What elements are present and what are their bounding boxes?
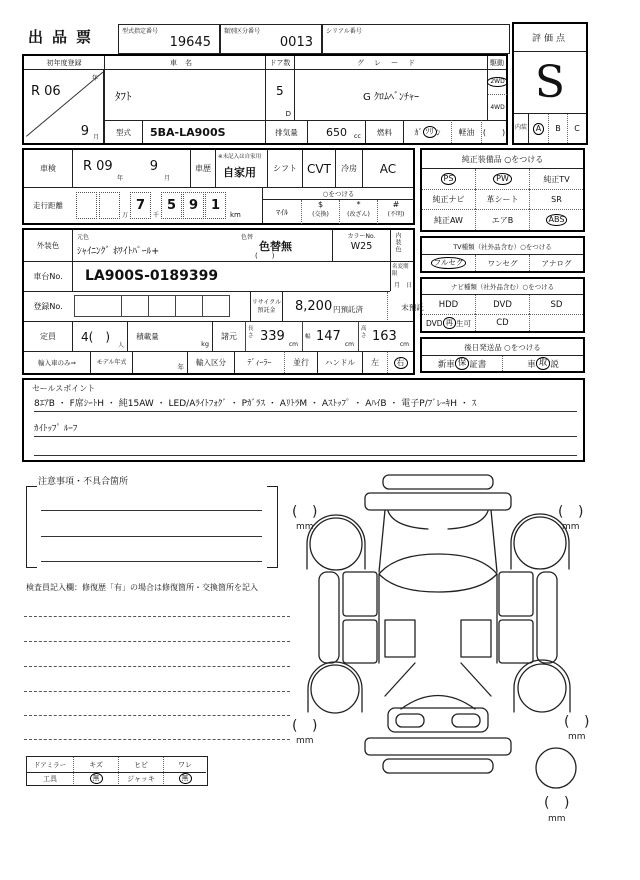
navi-type-table — [420, 277, 585, 333]
mileage-flag-mile — [263, 200, 301, 224]
later-items-header: 後日発送品 ○をつける — [422, 339, 583, 356]
model-code-value: 5BA-LA900S — [150, 126, 226, 139]
page-title: 出品票 — [28, 28, 101, 46]
first-reg-month-unit: 月 — [92, 134, 99, 141]
wheel-rear-left — [311, 665, 359, 713]
plate-box — [176, 295, 203, 317]
interior-color-label: 内装色 — [394, 232, 401, 253]
shaken-month: 9 — [149, 159, 158, 174]
car-top-view-diagram — [288, 470, 640, 830]
label-text: 車 — [527, 359, 536, 370]
circled-mark: 無 — [90, 773, 103, 784]
score-box — [512, 22, 588, 145]
label-text: 生可 — [456, 318, 472, 328]
shaken-label: 車検 — [40, 164, 56, 173]
equip-aw — [422, 209, 475, 230]
handle-right — [387, 351, 413, 373]
shaken-era: R 09 — [83, 159, 113, 174]
history-note: ※未記入は自家用 — [218, 154, 262, 160]
tread-bracket-spare-close: ) — [564, 795, 570, 811]
label-text: CD — [496, 318, 509, 328]
front-bumper-lower — [365, 493, 511, 510]
jack-present — [163, 772, 206, 784]
recycle-amount: 8,200 — [295, 299, 333, 314]
displacement-value: 650 — [326, 126, 347, 139]
color-no-cell — [332, 230, 390, 261]
rename-units: 月 日 — [393, 282, 412, 289]
taillight-right — [452, 714, 480, 727]
shift-label: シフト — [267, 150, 302, 187]
model-year-label: モデル年式 — [90, 351, 132, 373]
label-text: HDD — [438, 299, 459, 310]
capacity-cell — [72, 321, 127, 351]
history-value: 自家用 — [223, 166, 256, 179]
details-block — [22, 228, 424, 375]
color-no-value: W25 — [350, 241, 373, 252]
color-change-paren: ( ) — [255, 252, 275, 260]
interior-grade-c — [567, 114, 586, 143]
label-text: 工具 — [43, 774, 57, 783]
label-text: アナログ — [541, 258, 572, 268]
chassis-label: 車台No. — [24, 261, 72, 291]
label-text: DVD — [425, 318, 443, 328]
capacity-value: 4( ) — [81, 330, 110, 344]
serial-label: シリアル番号 — [326, 28, 362, 35]
dim-length-label: 長さ — [248, 326, 254, 339]
label-text: DVD — [493, 299, 512, 310]
mileage-flags-cell — [262, 187, 413, 223]
equip-sr — [529, 189, 583, 209]
label-text: ｶﾞ — [414, 127, 423, 137]
load-label: 積載量 — [127, 321, 167, 351]
flag-main: * — [356, 200, 361, 209]
dim-unit: cm — [399, 341, 409, 348]
caution-bracket-left — [26, 486, 37, 568]
plate-box — [74, 295, 122, 317]
interior-label: 内装 — [514, 114, 529, 143]
rear-hatch — [388, 708, 488, 732]
later-manual — [502, 356, 583, 371]
equip-tv — [529, 169, 583, 189]
fender-rear-right — [514, 660, 570, 712]
import-only-label: 輸入車のみ⇒ — [24, 351, 90, 373]
mileage-label: 走行距離 — [24, 187, 72, 223]
plate-box — [122, 295, 149, 317]
mileage-digit-box: 1 — [205, 192, 226, 219]
orig-color-value: ｼｬｲﾆﾝｸﾞ ﾎﾜｲﾄﾊﾟｰﾙ+ — [77, 246, 160, 257]
circled-mark: 右 — [394, 357, 408, 369]
fender-front-right — [511, 514, 569, 569]
door-front-right — [499, 572, 533, 616]
type-approval-label: 型式指定番号 — [122, 28, 159, 35]
dim-width-label: 幅 — [305, 334, 311, 340]
circled-mark: ｿﾘ — [423, 126, 437, 138]
equipment-table — [420, 148, 585, 232]
dim-height-cell — [358, 321, 413, 351]
serial-box — [322, 24, 510, 54]
label-text: C — [574, 124, 580, 133]
reg-no-cell — [72, 291, 424, 321]
c-pillar-left — [385, 663, 415, 696]
flag-sub: (改ざん) — [347, 211, 370, 218]
caution-write-line — [41, 536, 262, 537]
capacity-label: 定員 — [24, 321, 72, 351]
interior-grade-row — [514, 114, 586, 143]
navi-empty-cell — [529, 314, 583, 331]
circled-mark: PW — [493, 173, 512, 185]
front-bumper-upper — [383, 475, 493, 489]
score-label: 評価点 — [514, 24, 586, 52]
model-year-unit: 年 — [177, 363, 184, 371]
inspector-write-line — [24, 616, 290, 617]
circled-mark: フルセグ — [431, 257, 467, 268]
interior-grade-b — [548, 114, 567, 143]
drive-cell — [487, 70, 506, 120]
tread-bracket-fr-close: ) — [578, 504, 584, 520]
inspector-write-line — [24, 715, 290, 716]
fuel-label: 燃料 — [365, 120, 403, 143]
color-change-label: 色替 — [241, 234, 254, 241]
label-text: 新車 — [437, 359, 455, 370]
tread-bracket-rl-open: ( — [292, 718, 298, 734]
interior-grade-a — [529, 114, 548, 143]
circled-mark: 2WD — [487, 77, 507, 87]
orig-color-label: 元色 — [77, 234, 90, 241]
vehicle-id-block — [22, 54, 508, 145]
first-reg-label: 初年度登録 — [24, 56, 104, 70]
circled-mark: PS — [441, 173, 457, 185]
mileage-flags-header: ○をつける — [263, 188, 414, 200]
wiper-arc-right — [448, 511, 488, 529]
inspector-note-label: 検査員記入欄：修復歴「有」の場合は修復箇所・交換箇所を記入 — [26, 583, 258, 592]
flag-main: ﾏｲﾙ — [276, 207, 288, 217]
flag-main: # — [392, 200, 400, 209]
load-cell — [167, 321, 212, 351]
navi-sd — [529, 295, 583, 314]
fuel-diesel: 軽油 — [451, 120, 481, 143]
tools-header-broken: ワレ — [163, 757, 206, 772]
tread-unit-front-left: mm — [296, 522, 314, 532]
ac-label: 冷房 — [335, 150, 362, 187]
load-unit: kg — [201, 340, 209, 348]
navi-cd — [475, 314, 529, 331]
inspector-write-line — [24, 739, 290, 740]
label-text: SR — [551, 195, 562, 204]
sales-points-line — [34, 444, 577, 456]
model-code-label: 型式 — [104, 120, 142, 143]
drive-label: 駆動 — [487, 56, 506, 70]
caution-label: 注意事項・不具合箇所 — [38, 477, 129, 487]
dim-length-value: 339 — [260, 329, 285, 344]
grade-cell: G ｸﾛﾑﾍﾞﾝﾁｬｰ — [294, 70, 487, 120]
rear-window-arc — [401, 696, 475, 710]
first-reg-year-unit: 年 — [91, 75, 98, 82]
mileage-man-label: 万 — [122, 212, 129, 219]
class-code-box — [220, 24, 322, 54]
tread-unit-rear-left: mm — [296, 736, 314, 746]
shaken-year-unit: 年 — [117, 175, 124, 182]
tread-bracket-rl-close: ) — [312, 718, 318, 734]
mileage-digit-box: 7 — [130, 192, 151, 219]
navi-dvd-play — [422, 314, 475, 331]
equip-pw — [475, 169, 529, 189]
a-pillar-left — [379, 510, 385, 572]
doors-cell — [265, 70, 294, 120]
car-name-label: 車名 — [104, 56, 265, 70]
rename-label: 名変期限 — [392, 264, 409, 277]
mileage-flag-tampered — [339, 200, 377, 224]
plate-box — [203, 295, 230, 317]
type-approval-box — [118, 24, 220, 54]
mileage-digits-cell — [72, 187, 262, 223]
mileage-flag-unknown — [377, 200, 414, 224]
circled-mark: ABS — [546, 214, 568, 226]
tread-bracket-fr-open: ( — [558, 504, 564, 520]
flag-sub: (交換) — [312, 211, 329, 218]
color-change-value: 色替無 — [259, 240, 292, 253]
reg-no-label: 登録No. — [24, 291, 72, 321]
ext-color-cell — [72, 230, 332, 261]
model-year-cell — [132, 351, 187, 373]
chassis-value: LA900S-0189399 — [85, 268, 219, 284]
inspector-write-line — [24, 641, 290, 642]
label-text: ﾝ — [436, 127, 441, 137]
label-text: 説 — [550, 359, 559, 370]
class-code-value: 0013 — [279, 35, 313, 50]
first-reg-era: R 06 — [31, 84, 61, 99]
circled-mark: 無 — [179, 773, 192, 784]
mileage-sen-label: 千 — [153, 212, 160, 219]
shaken-month-unit: 月 — [163, 175, 170, 182]
import-parallel: 並行 — [284, 351, 317, 373]
equip-ps — [422, 169, 475, 189]
recycle-suffix: 円預託済 — [333, 305, 363, 314]
dims-label: 諸元 — [212, 321, 245, 351]
doors-label: ドア数 — [265, 56, 294, 70]
history-cell — [215, 150, 267, 187]
recycle-not-deposited: 未預託 — [387, 292, 437, 322]
tread-unit-spare: mm — [548, 814, 566, 824]
door-front-left — [343, 572, 377, 616]
score-value: S — [514, 52, 586, 114]
circled-mark: 取 — [536, 357, 551, 370]
equip-airbag — [475, 209, 529, 230]
rear-bumper-upper — [365, 738, 511, 755]
dim-height-value: 163 — [372, 329, 397, 344]
tread-bracket-fl-open: ( — [292, 504, 298, 520]
caution-bracket-right — [267, 486, 278, 568]
dim-length-cell — [245, 321, 302, 351]
color-no-label: カラーNo. — [347, 233, 376, 240]
tv-type-table — [420, 236, 585, 273]
equipment-header: 純正装備品 ○をつける — [422, 150, 583, 169]
wiper-arc-left — [388, 511, 428, 529]
rename-deadline-cell — [390, 261, 413, 291]
label-text: 革シート — [486, 195, 519, 204]
label-text: ワンセグ — [487, 258, 518, 268]
inspector-write-line — [24, 666, 290, 667]
car-name-cell — [104, 70, 265, 120]
tread-unit-front-right: mm — [562, 522, 580, 532]
equip-navi — [422, 189, 475, 209]
a-pillar-right — [491, 510, 497, 572]
handle-label: ハンドル — [317, 351, 362, 373]
later-warranty — [422, 356, 502, 371]
rear-bumper-lower — [383, 759, 493, 773]
caution-write-line — [41, 561, 262, 562]
drive-4wd — [488, 95, 507, 120]
grade-label: グレード — [294, 56, 487, 70]
type-approval-value: 19645 — [169, 35, 211, 50]
sales-points-line: 8ｴｱB ・ F席ｼｰﾄH ・ 純15AW ・ LED/Aﾗｲﾄﾌｫｸﾞ ・ Pｶﾞﾗｽ ・ AﾘﾄﾗM ・ Aｽﾄｯﾌﾟ ・ AﾊｲB ・ 電子P/ﾌﾞﾚｰｷH ・ ｽ — [34, 396, 577, 412]
tv-fullseg — [422, 255, 475, 271]
displacement-cell — [307, 120, 365, 143]
tv-type-header: TV種類（社外品含む）○をつける — [422, 238, 583, 255]
mileage-unit: km — [230, 211, 241, 219]
first-reg-cell — [24, 70, 104, 143]
inspection-block — [22, 148, 415, 225]
tools-header-mirror: ドアミラー — [33, 761, 67, 769]
class-code-label: 類別区分番号 — [224, 28, 261, 35]
floor-panel-right — [461, 620, 491, 657]
dim-height-label: 高さ — [361, 326, 367, 339]
inspector-write-line — [24, 691, 290, 692]
doors-value: 5 — [276, 84, 284, 98]
ext-color-label: 外装色 — [36, 241, 60, 250]
recycle-cell — [282, 292, 387, 322]
tools-label — [27, 772, 73, 784]
recycle-label: リサイクル預託金 — [250, 292, 282, 322]
sales-points-line: ｶｲﾄｯﾌﾟ ﾙｰﾌ — [34, 421, 577, 437]
chassis-cell — [72, 261, 390, 291]
label-text: 純正ナビ — [432, 195, 465, 204]
handle-left: 左 — [362, 351, 387, 373]
wheel-front-right — [514, 517, 566, 569]
mileage-digit-box: 9 — [183, 192, 204, 219]
dim-width-cell — [302, 321, 358, 351]
plate-box — [149, 295, 176, 317]
tread-bracket-rr-close: ) — [584, 714, 590, 730]
navi-dvd — [475, 295, 529, 314]
mileage-digit-box — [99, 192, 120, 219]
label-text: 純正AW — [434, 215, 463, 225]
navi-type-header: ナビ種類（社外品含む）○をつける — [422, 279, 583, 295]
wheel-front-left — [310, 518, 362, 570]
tv-oneseg — [475, 255, 529, 271]
tread-bracket-fl-close: ) — [312, 504, 318, 520]
circled-mark: 再 — [443, 317, 457, 328]
drive-2wd — [488, 70, 507, 95]
sales-points-box — [22, 378, 585, 462]
circled-mark: A — [533, 123, 544, 135]
circled-mark: 保 — [455, 357, 470, 370]
shift-value: CVT — [302, 150, 335, 187]
ac-value: AC — [362, 150, 413, 187]
tv-analog — [529, 255, 583, 271]
mileage-flag-exchange — [301, 200, 339, 224]
flag-sub: (不明) — [387, 211, 405, 218]
later-items-table — [420, 337, 585, 373]
label-text: 純正TV — [543, 174, 570, 184]
tools-header-crack: ヒビ — [118, 757, 163, 772]
doors-suffix: D — [285, 110, 291, 118]
history-label: 車歴 — [190, 150, 215, 187]
mileage-digit-box: 5 — [161, 192, 182, 219]
label-text: エアB — [491, 215, 514, 225]
tools-table — [26, 756, 208, 786]
sales-points-label: セールスポイント — [32, 384, 96, 393]
jack-label — [118, 772, 163, 784]
label-text: 4WD — [490, 104, 505, 111]
shaken-cell — [72, 150, 190, 187]
taillight-left — [396, 714, 424, 727]
displacement-unit: cc — [353, 132, 361, 140]
label-text: B — [555, 124, 561, 133]
sill-left — [319, 572, 339, 663]
import-dealer: ﾃﾞｨｰﾗｰ — [234, 351, 284, 373]
windshield-plan — [379, 554, 497, 592]
door-rear-right — [499, 620, 533, 663]
label-text: 証書 — [469, 359, 487, 370]
flag-main: $ — [317, 200, 324, 209]
tread-bracket-spare-open: ( — [544, 795, 550, 811]
sill-right — [537, 572, 557, 663]
first-reg-month: 9 — [80, 124, 89, 139]
import-type-label: 輸入区分 — [187, 351, 234, 373]
car-name-value: ﾀﾌﾄ — [115, 90, 132, 103]
door-rear-left — [343, 620, 377, 663]
label-text: SD — [550, 299, 563, 310]
displacement-label: 排気量 — [265, 120, 307, 143]
caution-write-line — [41, 510, 262, 511]
capacity-unit: 人 — [117, 342, 124, 349]
equip-abs — [529, 209, 583, 230]
tools-present — [73, 772, 118, 784]
floor-panel-left — [385, 620, 415, 657]
c-pillar-right — [461, 663, 491, 696]
model-code-cell — [142, 120, 265, 143]
tools-header-scratch: キズ — [73, 757, 118, 772]
fuel-gasoline — [403, 120, 451, 143]
dim-unit: cm — [288, 341, 298, 348]
wheel-rear-right — [518, 664, 566, 712]
dim-unit: cm — [344, 341, 354, 348]
dim-width-value: 147 — [316, 329, 341, 344]
equip-leather — [475, 189, 529, 209]
navi-hdd — [422, 295, 475, 314]
mileage-digit-box — [76, 192, 97, 219]
label-text: ジャッキ — [127, 774, 155, 783]
interior-color-cell — [390, 230, 413, 261]
tread-bracket-rr-open: ( — [564, 714, 570, 730]
tread-unit-rear-right: mm — [568, 732, 586, 742]
fuel-other-paren: ( ) — [481, 120, 506, 143]
spare-tire — [536, 748, 576, 788]
